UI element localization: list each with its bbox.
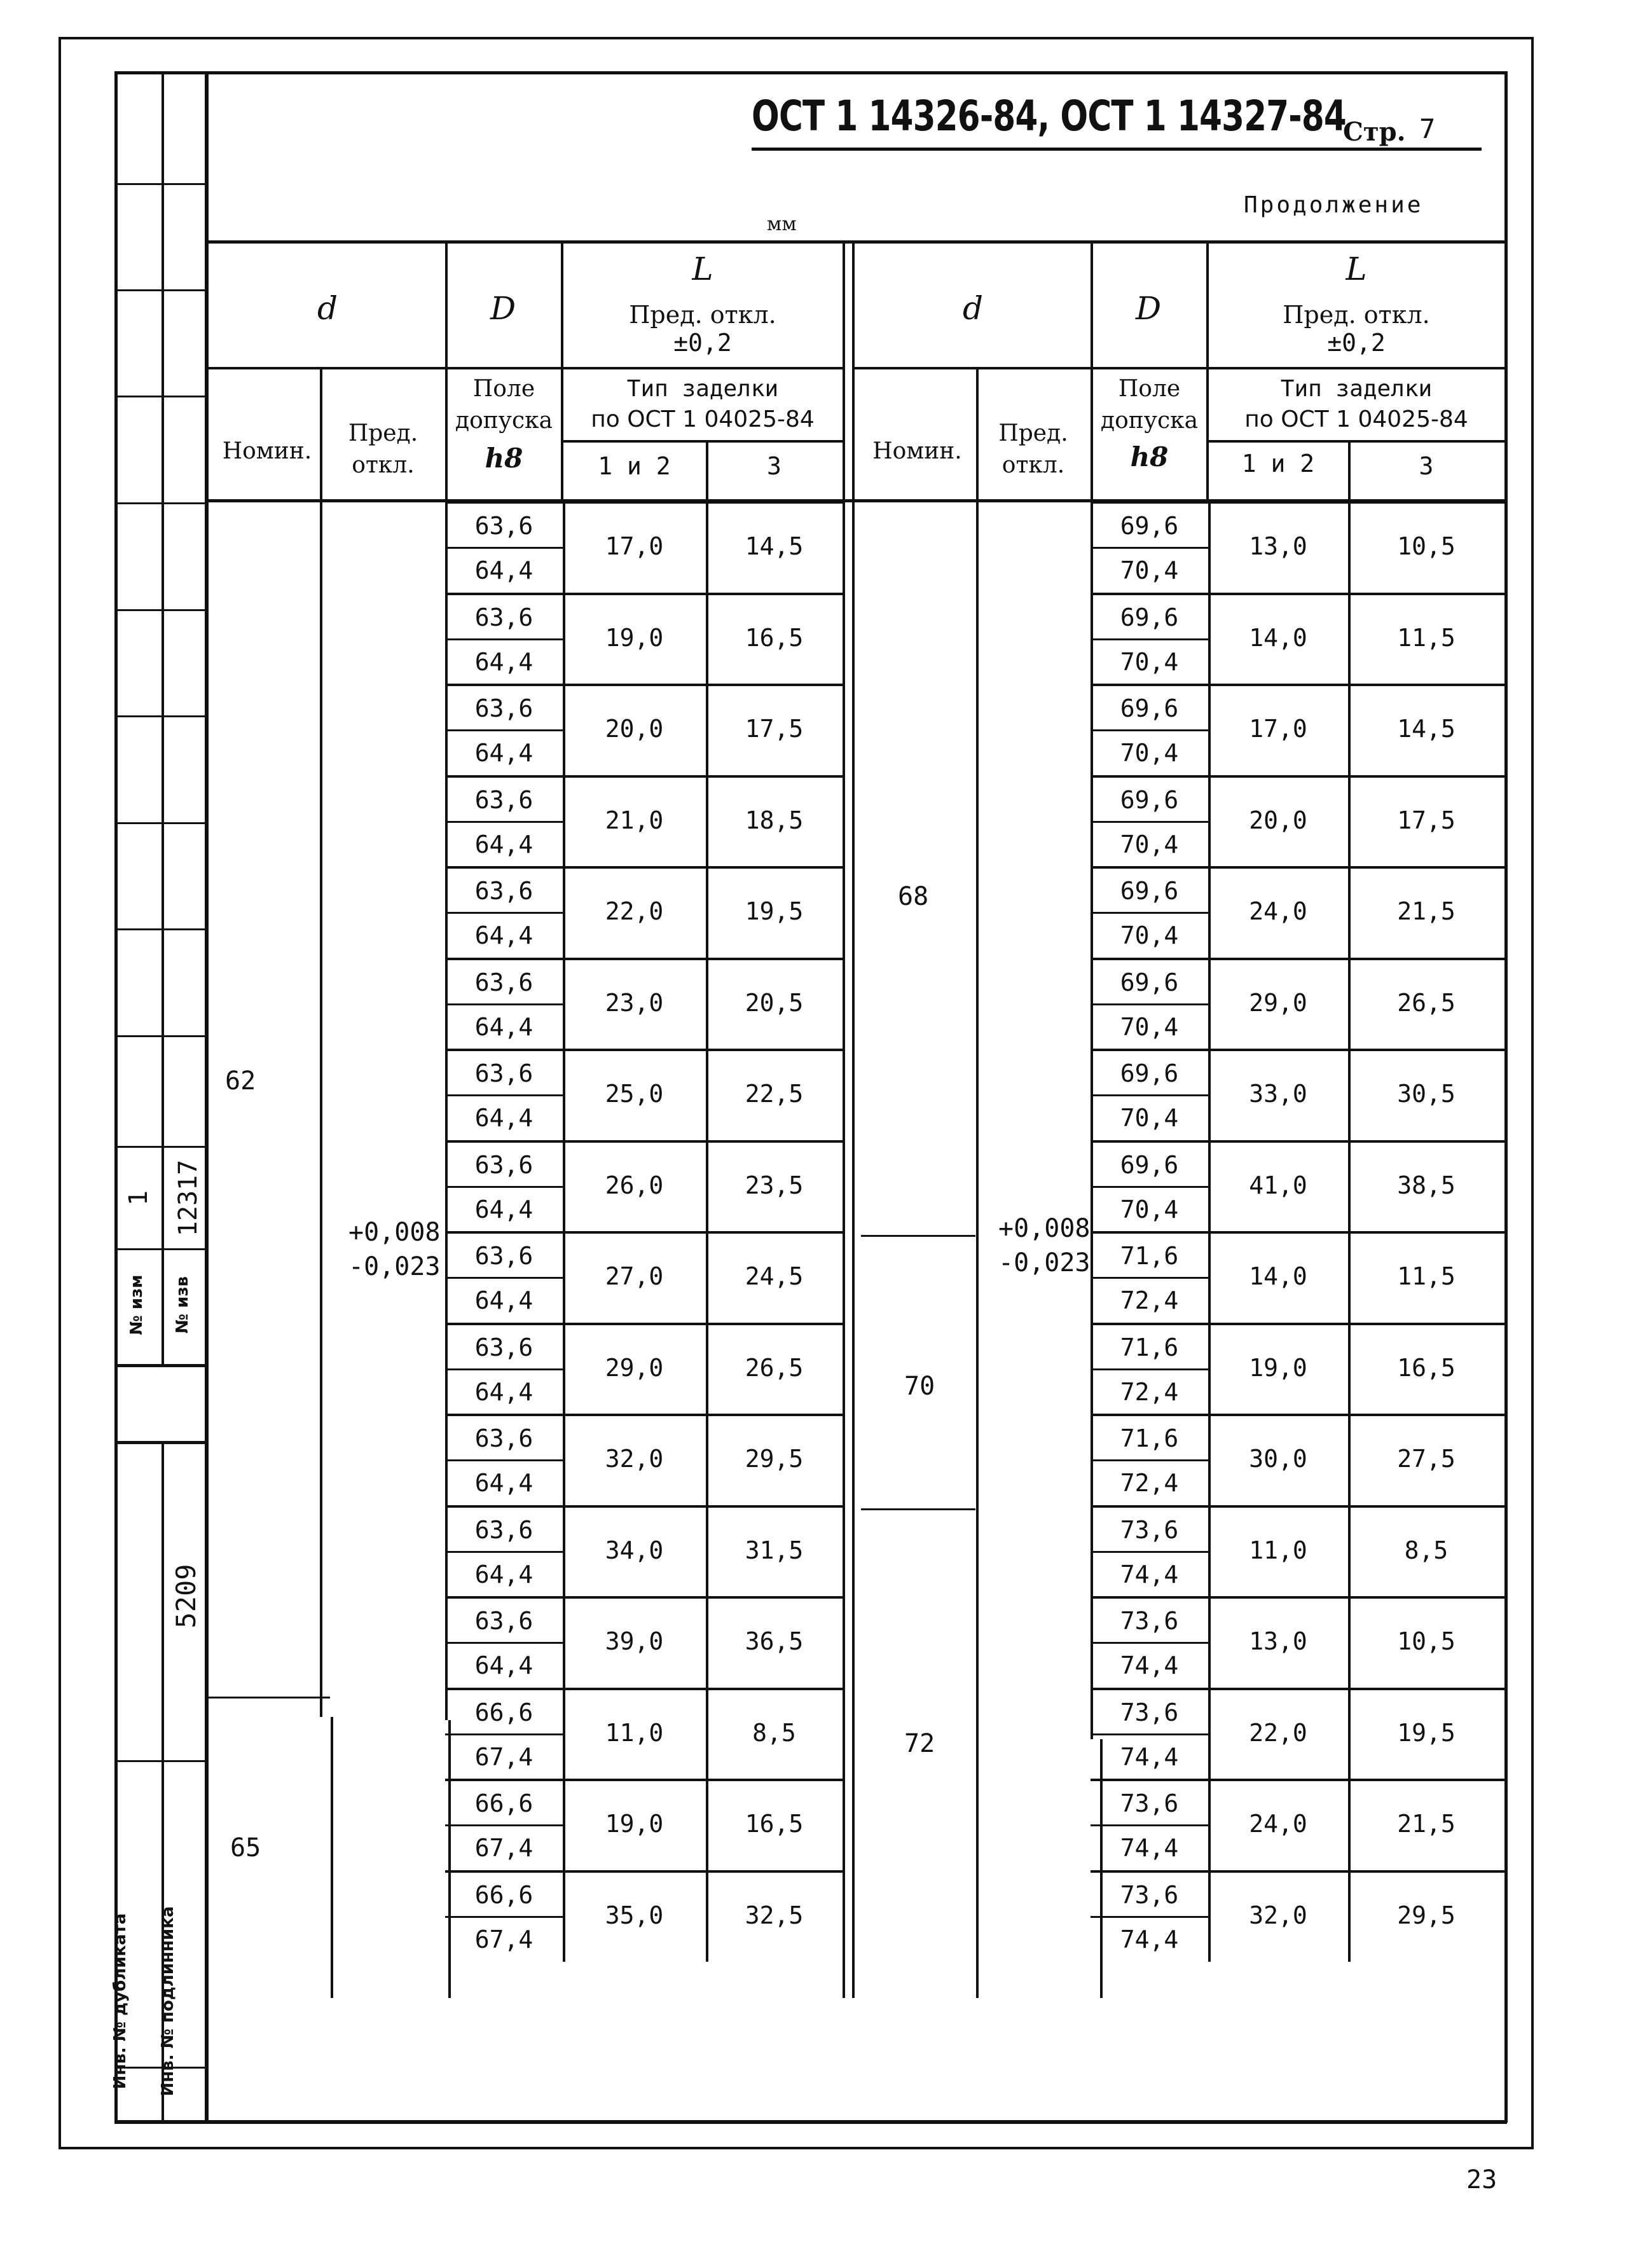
right-D-max: 72,4 <box>1120 1378 1179 1406</box>
right-L-type12: 30,0 <box>1249 1445 1307 1473</box>
col-line <box>843 1596 845 1688</box>
left-D-min: 63,6 <box>474 1333 533 1361</box>
header-L-tolerance-value: ±0,2 <box>673 329 732 357</box>
col-line <box>1504 501 1507 593</box>
header-top-line <box>206 240 1507 244</box>
left-d-subline <box>445 1368 563 1370</box>
right-row-line <box>1091 1231 1504 1234</box>
continuation-label: Продолжение <box>1244 192 1424 218</box>
right-L-type3: 10,5 <box>1397 1627 1456 1655</box>
right-L-type12: 22,0 <box>1249 1719 1307 1747</box>
header-type-1-2: 1 и 2 <box>598 452 671 480</box>
right-L-type3: 14,5 <box>1397 715 1456 743</box>
notice-number-label: № изв <box>173 1276 192 1334</box>
right-D-min: 73,6 <box>1120 1881 1179 1909</box>
right-L-type3: 17,5 <box>1397 806 1456 834</box>
header-d-symbol: d <box>317 290 338 327</box>
left-D-max: 64,4 <box>474 1013 533 1041</box>
right-D-max: 70,4 <box>1120 830 1179 858</box>
right-L-type12: 14,0 <box>1249 1262 1307 1290</box>
col-line <box>1504 1870 1507 1962</box>
left-D-min: 63,6 <box>474 512 533 540</box>
left-D-max: 64,4 <box>474 739 533 767</box>
right-d-subline <box>1091 1824 1208 1826</box>
right-D-max: 70,4 <box>1120 1013 1179 1041</box>
group-separator <box>861 1235 975 1237</box>
left-L-type3: 8,5 <box>752 1719 796 1747</box>
right-d-subline <box>1091 1277 1208 1279</box>
col-line <box>843 1870 845 1962</box>
right-d-subline <box>1091 1368 1208 1370</box>
right-D-min: 73,6 <box>1120 1789 1179 1817</box>
inventory-duplicate-label: Инв. № дубликата <box>111 1913 130 2090</box>
right-D-min: 69,6 <box>1120 603 1179 631</box>
left-D-min: 63,6 <box>474 603 533 631</box>
left-row-line <box>445 501 843 504</box>
right-D-min: 71,6 <box>1120 1333 1179 1361</box>
col-line <box>1504 1779 1507 1870</box>
col-line <box>843 501 845 593</box>
right-D-max: 74,4 <box>1120 1926 1179 1953</box>
left-L-type3: 29,5 <box>745 1445 804 1473</box>
right-d-subline <box>1091 1551 1208 1553</box>
right-d-subline <box>1091 729 1208 731</box>
d-nominal-62: 62 <box>225 1066 256 1096</box>
right-D-min: 71,6 <box>1120 1424 1179 1452</box>
right-D-min: 69,6 <box>1120 877 1179 905</box>
right-D-max: 70,4 <box>1120 1195 1179 1223</box>
col-line <box>843 1323 845 1414</box>
right-L-type12: 19,0 <box>1249 1354 1307 1382</box>
left-L-type3: 31,5 <box>745 1536 804 1564</box>
group-separator <box>206 1697 330 1698</box>
col-line <box>843 1688 845 1779</box>
left-L-type12: 19,0 <box>605 1810 664 1838</box>
right-D-max: 72,4 <box>1120 1469 1179 1497</box>
col-line <box>1504 684 1507 775</box>
right-row-line <box>1091 1779 1504 1781</box>
right-D-min: 69,6 <box>1120 786 1179 814</box>
header-tolerance-field-2: допуска <box>455 408 553 434</box>
right-L-type12: 14,0 <box>1249 624 1307 652</box>
right-row-line <box>1091 1323 1504 1325</box>
left-row-line <box>445 1870 843 1873</box>
col-line <box>976 499 979 1998</box>
left-D-min: 63,6 <box>474 1607 533 1635</box>
right-D-max: 70,4 <box>1120 1104 1179 1132</box>
right-d-subline <box>1091 1459 1208 1461</box>
left-L-type12: 27,0 <box>605 1262 664 1290</box>
d-tolerance-right-lower: -0,023 <box>998 1248 1091 1278</box>
left-d-subline <box>445 1916 563 1918</box>
col-line <box>843 866 845 958</box>
left-d-subline <box>445 1094 563 1096</box>
left-D-min: 63,6 <box>474 968 533 996</box>
right-row-line <box>1091 1505 1504 1508</box>
header-deviation-2: откл. <box>352 452 415 478</box>
left-D-min: 66,6 <box>474 1698 533 1726</box>
col-line <box>1504 1414 1507 1505</box>
left-row-line <box>445 1505 843 1508</box>
left-L-type12: 11,0 <box>605 1719 664 1747</box>
left-D-max: 67,4 <box>474 1743 533 1771</box>
right-L-type3: 30,5 <box>1397 1080 1456 1108</box>
right-L-type3: 10,5 <box>1397 532 1456 560</box>
header-d-symbol-right: d <box>962 290 983 327</box>
left-L-type3: 24,5 <box>745 1262 804 1290</box>
col-line <box>843 1414 845 1505</box>
col-line <box>1504 1140 1507 1232</box>
right-L-type12: 20,0 <box>1249 806 1307 834</box>
left-D-max: 64,4 <box>474 1561 533 1588</box>
right-L-type3: 27,5 <box>1397 1445 1456 1473</box>
col-line <box>843 1049 845 1140</box>
left-L-type12: 22,0 <box>605 897 664 925</box>
right-row-line <box>1091 501 1504 504</box>
header-D-symbol: D <box>490 290 516 327</box>
right-D-min: 69,6 <box>1120 694 1179 722</box>
left-row-line <box>445 1323 843 1325</box>
left-D-max: 64,4 <box>474 1469 533 1497</box>
left-L-type3: 16,5 <box>745 624 804 652</box>
right-D-max: 74,4 <box>1120 1651 1179 1679</box>
right-row-line <box>1091 775 1504 778</box>
col-line <box>1504 866 1507 958</box>
right-row-line <box>1091 1140 1504 1143</box>
right-D-min: 69,6 <box>1120 512 1179 540</box>
left-D-max: 64,4 <box>474 1651 533 1679</box>
document-title: ОСТ 1 14326-84, ОСТ 1 14327-84 <box>752 92 1346 141</box>
left-L-type3: 19,5 <box>745 897 804 925</box>
left-d-subline <box>445 1642 563 1644</box>
col-line <box>1504 1231 1507 1323</box>
right-L-type12: 33,0 <box>1249 1080 1307 1108</box>
left-L-type12: 34,0 <box>605 1536 664 1564</box>
left-D-min: 63,6 <box>474 786 533 814</box>
right-L-type3: 38,5 <box>1397 1171 1456 1199</box>
right-row-line <box>1091 1870 1504 1873</box>
right-L-type12: 24,0 <box>1249 1810 1307 1838</box>
inventory-original-value: 5209 <box>170 1564 202 1629</box>
right-d-subline <box>1091 1733 1208 1735</box>
page-label: Стр. <box>1343 117 1406 147</box>
col-line <box>320 499 322 1717</box>
left-D-max: 67,4 <box>474 1926 533 1953</box>
right-L-type3: 21,5 <box>1397 897 1456 925</box>
left-L-type12: 29,0 <box>605 1354 664 1382</box>
d-nominal-72: 72 <box>904 1729 935 1758</box>
left-d-subline <box>445 547 563 549</box>
d-tolerance-left-lower: -0,023 <box>348 1252 441 1281</box>
header-L-tolerance-value-right: ±0,2 <box>1327 329 1386 357</box>
col-line <box>843 1505 845 1597</box>
right-D-max: 72,4 <box>1120 1286 1179 1314</box>
left-L-type3: 16,5 <box>745 1810 804 1838</box>
col-line <box>1504 775 1507 867</box>
type-row-line <box>563 440 843 443</box>
right-d-subline <box>1091 1642 1208 1644</box>
page-number: 7 <box>1419 113 1436 144</box>
right-L-type12: 29,0 <box>1249 989 1307 1017</box>
left-L-type3: 14,5 <box>745 532 804 560</box>
left-d-subline <box>445 821 563 823</box>
col-line <box>843 1779 845 1870</box>
left-row-line <box>445 1140 843 1143</box>
left-L-type12: 23,0 <box>605 989 664 1017</box>
left-L-type3: 20,5 <box>745 989 804 1017</box>
header-type-3-right: 3 <box>1419 452 1434 480</box>
right-D-min: 69,6 <box>1120 1151 1179 1179</box>
header-D-symbol-right: D <box>1135 290 1162 327</box>
left-row-line <box>445 1779 843 1781</box>
left-d-subline <box>445 729 563 731</box>
left-D-max: 67,4 <box>474 1834 533 1862</box>
left-L-type12: 25,0 <box>605 1080 664 1108</box>
right-row-line <box>1091 1049 1504 1051</box>
left-D-min: 63,6 <box>474 694 533 722</box>
left-D-min: 63,6 <box>474 1059 533 1087</box>
right-D-max: 70,4 <box>1120 648 1179 676</box>
col-line <box>843 684 845 775</box>
left-L-type12: 17,0 <box>605 532 664 560</box>
inventory-original-label: Инв. № подлинника <box>158 1906 177 2097</box>
right-L-type3: 11,5 <box>1397 1262 1456 1290</box>
right-row-line <box>1091 1414 1504 1416</box>
right-row-line <box>1091 593 1504 595</box>
right-L-type12: 24,0 <box>1249 897 1307 925</box>
right-row-line <box>1091 1596 1504 1599</box>
header-deviation: Пред. <box>348 420 418 446</box>
left-row-line <box>445 775 843 778</box>
right-d-subline <box>1091 638 1208 640</box>
left-D-min: 66,6 <box>474 1881 533 1909</box>
header-seal-standard: по ОСТ 1 04025-84 <box>591 406 815 432</box>
left-d-subline <box>445 1733 563 1735</box>
left-D-max: 64,4 <box>474 830 533 858</box>
right-L-type3: 16,5 <box>1397 1354 1456 1382</box>
left-d-subline <box>445 1824 563 1826</box>
right-L-type12: 32,0 <box>1249 1901 1307 1929</box>
header-tolerance-field-right-2: допуска <box>1100 408 1199 434</box>
left-D-max: 64,4 <box>474 1104 533 1132</box>
right-row-line <box>1091 958 1504 960</box>
right-row-line <box>1091 866 1504 869</box>
right-L-type3: 29,5 <box>1397 1901 1456 1929</box>
left-D-min: 63,6 <box>474 1242 533 1270</box>
right-D-max: 74,4 <box>1120 1834 1179 1862</box>
left-row-line <box>445 1231 843 1234</box>
right-D-max: 74,4 <box>1120 1743 1179 1771</box>
left-L-type12: 32,0 <box>605 1445 664 1473</box>
left-L-type3: 17,5 <box>745 715 804 743</box>
right-L-type12: 41,0 <box>1249 1171 1307 1199</box>
right-D-min: 69,6 <box>1120 1059 1179 1087</box>
right-D-max: 70,4 <box>1120 921 1179 949</box>
notice-number-value: 12317 <box>174 1159 203 1237</box>
header-nominal: Номин. <box>222 438 312 464</box>
header-L-symbol-right: L <box>1346 251 1367 287</box>
header-tolerance-field: Поле <box>472 376 535 402</box>
left-L-type3: 26,5 <box>745 1354 804 1382</box>
type-row-line-right <box>1208 440 1504 443</box>
right-D-min: 71,6 <box>1120 1242 1179 1270</box>
left-D-max: 64,4 <box>474 921 533 949</box>
left-row-line <box>445 958 843 960</box>
right-L-type3: 19,5 <box>1397 1719 1456 1747</box>
header-deviation-right-2: откл. <box>1002 452 1065 478</box>
left-L-type3: 18,5 <box>745 806 804 834</box>
change-number-label: № изм <box>127 1274 146 1335</box>
right-D-max: 70,4 <box>1120 556 1179 584</box>
header-L-tolerance-right: Пред. откл. <box>1283 301 1430 329</box>
header-tolerance-field-right: Поле <box>1118 376 1181 402</box>
left-D-min: 63,6 <box>474 877 533 905</box>
left-D-max: 64,4 <box>474 1195 533 1223</box>
left-d-subline <box>445 1277 563 1279</box>
right-L-type3: 8,5 <box>1404 1536 1449 1564</box>
header-h8: h8 <box>485 443 523 474</box>
unit-label: мм <box>767 213 797 235</box>
left-D-max: 64,4 <box>474 1378 533 1406</box>
header-sub-line <box>206 367 845 369</box>
left-row-line <box>445 593 843 595</box>
d-nominal-68: 68 <box>898 882 929 911</box>
col-line <box>331 1717 333 1998</box>
header-type-1-2-right: 1 и 2 <box>1241 450 1315 478</box>
right-L-type12: 13,0 <box>1249 1627 1307 1655</box>
left-row-line <box>445 866 843 869</box>
right-L-type3: 11,5 <box>1397 624 1456 652</box>
right-d-subline <box>1091 1916 1208 1918</box>
header-L-symbol: L <box>692 251 713 287</box>
left-L-type12: 26,0 <box>605 1171 664 1199</box>
left-L-type12: 35,0 <box>605 1901 664 1929</box>
col-line <box>1504 1596 1507 1688</box>
left-row-line <box>445 1049 843 1051</box>
change-number-value: 1 <box>124 1190 153 1206</box>
left-d-subline <box>445 1003 563 1005</box>
right-L-type12: 11,0 <box>1249 1536 1307 1564</box>
header-underline <box>752 148 1482 151</box>
col-line <box>1504 1505 1507 1597</box>
left-d-subline <box>445 1459 563 1461</box>
left-D-max: 64,4 <box>474 648 533 676</box>
col-line <box>843 775 845 867</box>
header-L-tolerance: Пред. откл. <box>629 301 776 329</box>
header-nominal-right: Номин. <box>872 438 962 464</box>
left-D-min: 66,6 <box>474 1789 533 1817</box>
d-tolerance-right-upper: +0,008 <box>998 1214 1091 1243</box>
header-h8-right: h8 <box>1130 441 1169 472</box>
header-seal-standard-right: по ОСТ 1 04025-84 <box>1244 406 1468 432</box>
left-d-subline <box>445 1186 563 1188</box>
right-row-line <box>1091 1688 1504 1690</box>
left-D-min: 63,6 <box>474 1151 533 1179</box>
right-d-subline <box>1091 547 1208 549</box>
d-nominal-65: 65 <box>230 1833 261 1863</box>
left-L-type12: 20,0 <box>605 715 664 743</box>
left-d-subline <box>445 638 563 640</box>
left-D-min: 63,6 <box>474 1516 533 1544</box>
left-D-max: 64,4 <box>474 556 533 584</box>
col-line <box>843 958 845 1049</box>
left-row-line <box>445 1596 843 1599</box>
col-line <box>1504 1323 1507 1414</box>
col-line <box>843 1140 845 1232</box>
left-L-type3: 32,5 <box>745 1901 804 1929</box>
center-divider-2 <box>852 240 855 1998</box>
left-L-type3: 23,5 <box>745 1171 804 1199</box>
left-d-subline <box>445 1551 563 1553</box>
right-L-type12: 17,0 <box>1249 715 1307 743</box>
right-d-subline <box>1091 1003 1208 1005</box>
right-L-type3: 26,5 <box>1397 989 1456 1017</box>
right-D-min: 73,6 <box>1120 1607 1179 1635</box>
col-line <box>843 1231 845 1323</box>
col-line <box>1504 1688 1507 1779</box>
d-tolerance-left-upper: +0,008 <box>348 1218 441 1247</box>
right-d-subline <box>1091 1186 1208 1188</box>
col-line <box>1504 593 1507 684</box>
left-row-line <box>445 684 843 686</box>
header-deviation-right: Пред. <box>998 420 1068 446</box>
right-row-line <box>1091 684 1504 686</box>
right-D-min: 73,6 <box>1120 1698 1179 1726</box>
left-L-type3: 36,5 <box>745 1627 804 1655</box>
header-seal-type: Тип заделки <box>626 376 779 402</box>
sheet-number: 23 <box>1466 2165 1497 2194</box>
left-L-type3: 22,5 <box>745 1080 804 1108</box>
group-separator <box>861 1508 975 1510</box>
left-D-min: 63,6 <box>474 1424 533 1452</box>
header-type-3: 3 <box>767 452 781 480</box>
right-D-min: 69,6 <box>1120 968 1179 996</box>
d-nominal-70: 70 <box>904 1372 935 1401</box>
right-D-min: 73,6 <box>1120 1516 1179 1544</box>
left-L-type12: 39,0 <box>605 1627 664 1655</box>
right-D-max: 74,4 <box>1120 1561 1179 1588</box>
right-L-type12: 13,0 <box>1249 532 1307 560</box>
right-d-subline <box>1091 1094 1208 1096</box>
left-L-type12: 21,0 <box>605 806 664 834</box>
header-sub-line-right <box>852 367 1507 369</box>
left-row-line <box>445 1414 843 1416</box>
right-d-subline <box>1091 912 1208 914</box>
left-d-subline <box>445 912 563 914</box>
header-seal-type-right: Тип заделки <box>1280 376 1433 402</box>
left-L-type12: 19,0 <box>605 624 664 652</box>
right-D-max: 70,4 <box>1120 739 1179 767</box>
col-line <box>843 593 845 684</box>
left-D-max: 64,4 <box>474 1286 533 1314</box>
right-d-subline <box>1091 821 1208 823</box>
right-L-type3: 21,5 <box>1397 1810 1456 1838</box>
col-line <box>1504 1049 1507 1140</box>
col-line <box>1504 958 1507 1049</box>
left-row-line <box>445 1688 843 1690</box>
